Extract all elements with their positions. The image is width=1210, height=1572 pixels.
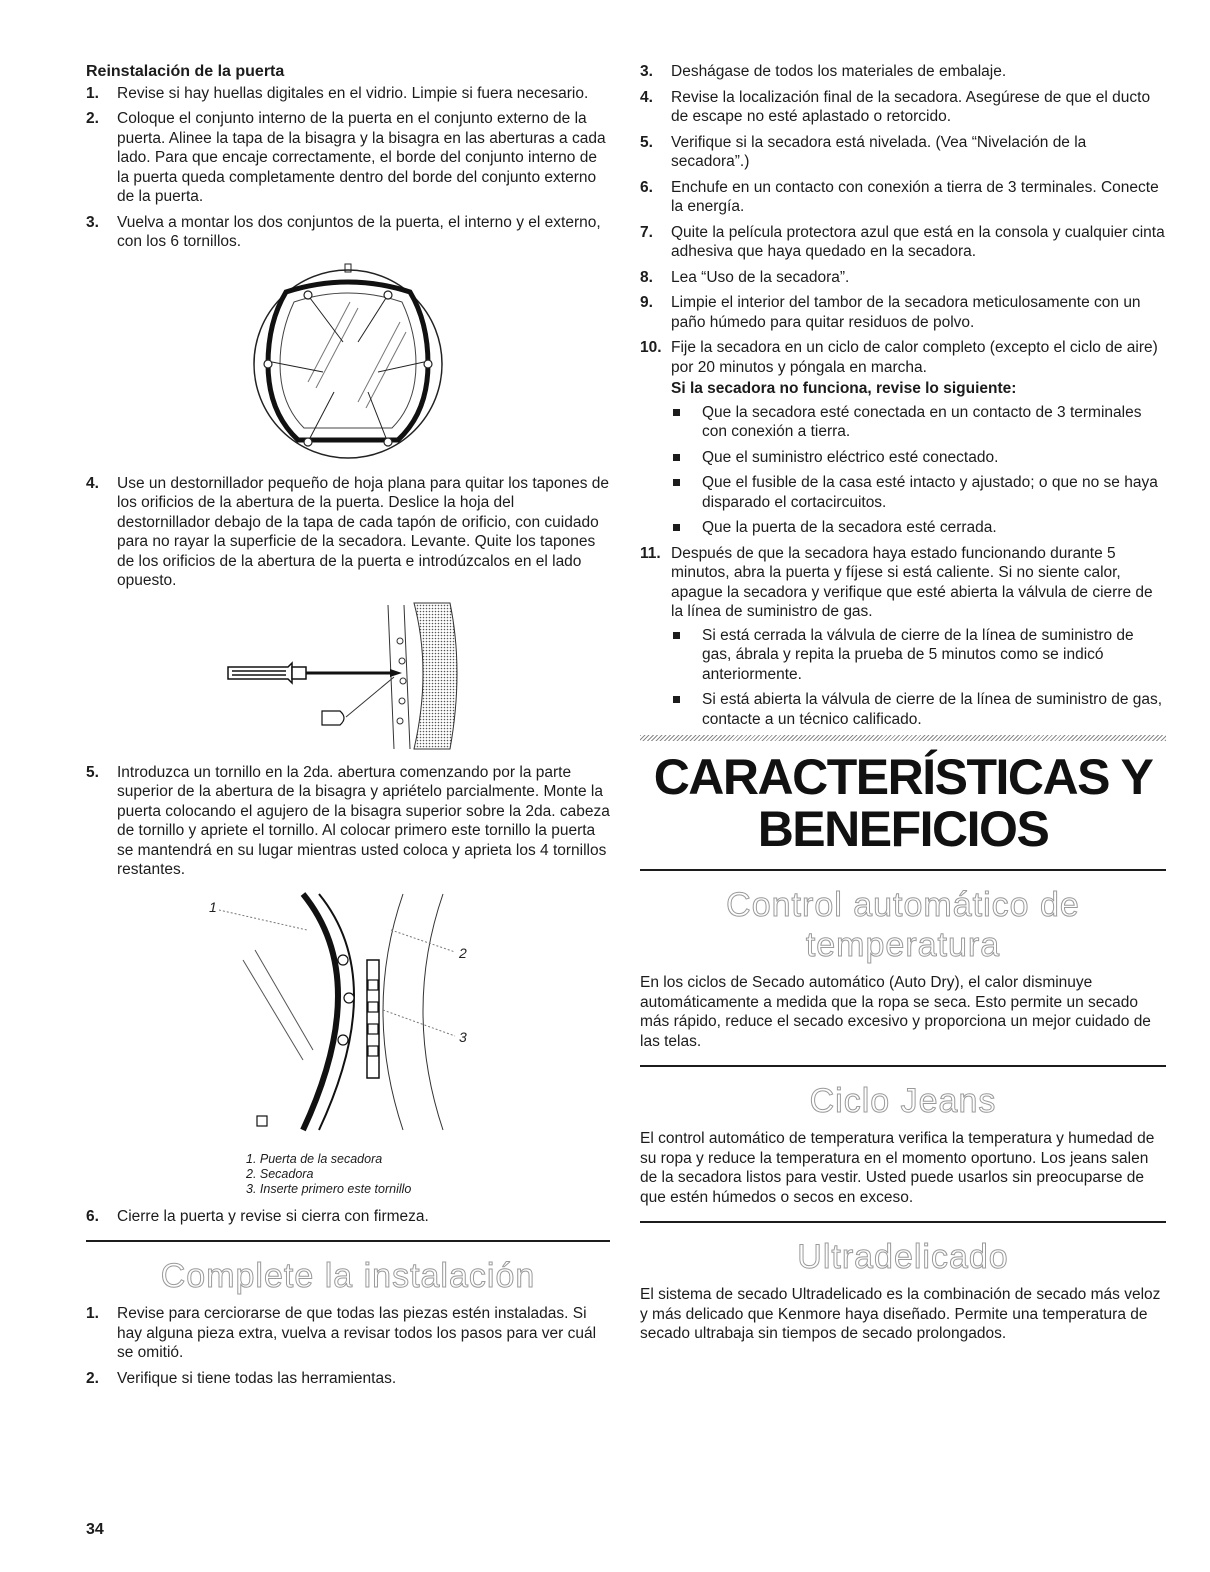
bullet-icon bbox=[673, 696, 680, 703]
list-item: 8. Lea “Uso de la secadora”. bbox=[640, 268, 850, 286]
screwdriver-plug-illustration bbox=[218, 601, 478, 751]
heading-complete-installation: Complete la instalación bbox=[160, 1257, 536, 1295]
hinge-screw-illustration bbox=[203, 890, 493, 1140]
callout-1: 1 bbox=[209, 898, 217, 915]
list-item: Que el suministro eléctrico esté conectado. bbox=[640, 448, 1166, 468]
right-column bbox=[640, 62, 1166, 1358]
door-assembly-illustration bbox=[238, 262, 458, 462]
section-divider bbox=[640, 869, 1166, 871]
bullet-icon bbox=[673, 409, 680, 416]
list-item: Que el fusible de la casa esté intacto y ajustado; o que no se haya disparado el cortacircuitos. bbox=[640, 473, 1166, 512]
step-6-list bbox=[86, 1207, 610, 1227]
callout-3: 3 bbox=[459, 1028, 467, 1045]
list-item: 6. Enchufe en un contacto con conexión a tierra de 3 terminales. Conecte la energía. bbox=[640, 178, 1159, 215]
step-11-list bbox=[640, 544, 1166, 622]
troubleshoot-heading: Si la secadora no funciona, revise lo siguiente: bbox=[671, 380, 1017, 397]
step-5-list bbox=[86, 763, 610, 880]
list-item: 6. Cierre la puerta y revise si cierra con firmeza. bbox=[86, 1207, 429, 1225]
list-item: 5. Verifique si la secadora está nivelada. (Vea “Nivelación de la secadora”.) bbox=[640, 133, 1087, 170]
bullet-icon bbox=[673, 479, 680, 486]
list-item: Que la secadora esté conectada en un contacto de 3 terminales con conexión a tierra. bbox=[640, 403, 1166, 442]
jeans-cycle-paragraph: El control automático de temperatura verifica la temperatura y humedad de su ropa y reduce la temperatura en el momento oportuno. Los jeans salen de la secadora listos para vestir. Usted puede usarlos sin preocuparse de que estén húmedos o secos en exceso. bbox=[640, 1130, 1155, 1206]
bullet-icon bbox=[673, 524, 680, 531]
heading-ultradelicate: Ultradelicado bbox=[797, 1238, 1009, 1276]
list-item: 3. Vuelva a montar los dos conjuntos de la puerta, el interno y el externo, con los 6 tornillos. bbox=[86, 213, 601, 250]
hatched-divider bbox=[640, 735, 1166, 741]
list-item: Que la puerta de la secadora esté cerrada. bbox=[640, 518, 1166, 538]
gas-valve-bullets bbox=[640, 626, 1166, 730]
heading-auto-temp-control: Control automático de temperatura bbox=[726, 886, 1080, 964]
section-divider bbox=[86, 1240, 610, 1242]
figure-caption: 1. Puerta de la secadora 2. Secadora 3. Inserte primero este tornillo bbox=[246, 1151, 412, 1196]
list-item: Si está abierta la válvula de cierre de la línea de suministro de gas, contacte a un técnico calificado. bbox=[640, 690, 1166, 729]
heading-jeans-cycle: Ciclo Jeans bbox=[809, 1082, 997, 1120]
callout-2: 2 bbox=[459, 944, 467, 961]
list-item: 4. Revise la localización final de la secadora. Asegúrese de que el ducto de escape no esté aplastado o retorcido. bbox=[640, 88, 1151, 125]
section-title-reinstall-door: Reinstalación de la puerta bbox=[86, 63, 285, 80]
troubleshoot-bullets bbox=[640, 403, 1166, 538]
section-divider bbox=[640, 1065, 1166, 1067]
list-item: 10. Fije la secadora en un ciclo de calor completo (excepto el ciclo de aire) por 20 minutos y póngala en marcha. bbox=[640, 339, 1158, 376]
list-item: 5. Introduzca un tornillo en la 2da. abertura comenzando por la parte superior de la abertura de la bisagra y apriételo parcialmente. Monte la puerta colocando el agujero de la bisagra superior sobre la 2da. cabeza de tornillo y apriete el tornillo. Al colocar primero este tornillo la puerta se mantendrá en su lugar mientras usted coloca y aprieta los 4 tornillos restantes. bbox=[86, 763, 610, 878]
list-item: 2. Coloque el conjunto interno de la puerta en el conjunto externo de la puerta. Alinee la tapa de la bisagra y la bisagra en las aberturas a cada lado. Para que encaje correctamente, el borde del conjunto interno de la puerta queda completamente dentro del borde del conjunto externo de la puerta. bbox=[86, 110, 606, 205]
left-column bbox=[86, 62, 610, 1394]
list-item: 9. Limpie el interior del tambor de la secadora meticulosamente con un paño húmedo para quitar residuos de polvo. bbox=[640, 294, 1141, 331]
ultradelicate-paragraph: El sistema de secado Ultradelicado es la combinación de secado más veloz y más delicado que Kenmore haya diseñado. Permite una temperatura de secado ultrabaja sin tiempos de secado prolongados. bbox=[640, 1286, 1161, 1342]
list-item: 11. Después de que la secadora haya estado funcionando durante 5 minutos, abra la puerta y fíjese si está caliente. Si no siente calor, apague la secadora y verifique que esté abierta la válvula de cierre de la línea de suministro de gas. bbox=[640, 544, 1153, 620]
bullet-icon bbox=[673, 454, 680, 461]
step-4-list bbox=[86, 474, 610, 591]
page-number: 34 bbox=[86, 1521, 104, 1538]
list-item: 1. Revise si hay huellas digitales en el vidrio. Limpie si fuera necesario. bbox=[86, 84, 589, 102]
complete-steps bbox=[86, 1304, 610, 1388]
bullet-icon bbox=[673, 632, 680, 639]
list-item: 3. Deshágase de todos los materiales de embalaje. bbox=[640, 63, 1007, 80]
list-item: 1. Revise para cerciorarse de que todas las piezas estén instaladas. Si hay alguna pieza extra, vuelva a revisar todos los pasos para ver cuál se omitió. bbox=[86, 1305, 597, 1361]
list-item: 2. Verifique si tiene todas las herramientas. bbox=[86, 1369, 397, 1387]
reinstall-steps bbox=[86, 84, 610, 252]
install-steps-continued bbox=[640, 62, 1166, 377]
section-divider bbox=[640, 1221, 1166, 1223]
list-item: 7. Quite la película protectora azul que está en la consola y cualquier cinta adhesiva que haya quedado en la secadora. bbox=[640, 223, 1165, 260]
features-benefits-title: CARACTERÍSTICAS Y BENEFICIOS bbox=[653, 749, 1153, 857]
auto-temp-paragraph: En los ciclos de Secado automático (Auto Dry), el calor disminuye automáticamente a medida que la ropa se seca. Esto permite un secado más rápido, reduce el secado excesivo y proporciona un mejor cuidado de las telas. bbox=[640, 974, 1151, 1050]
list-item: 4. Use un destornillador pequeño de hoja plana para quitar los tapones de los orificios de la abertura de la puerta. Deslice la hoja del destornillador debajo de la tapa de cada tapón de orificio, con cuidado para no rayar la superficie de la secadora. Levante. Quite los tapones de los orificios de la abertura de la puerta e introdúzcalos en el lado opuesto. bbox=[86, 474, 610, 589]
list-item: Si está cerrada la válvula de cierre de la línea de suministro de gas, ábrala y repita la prueba de 5 minutos como se indicó anteriormente. bbox=[640, 626, 1166, 685]
